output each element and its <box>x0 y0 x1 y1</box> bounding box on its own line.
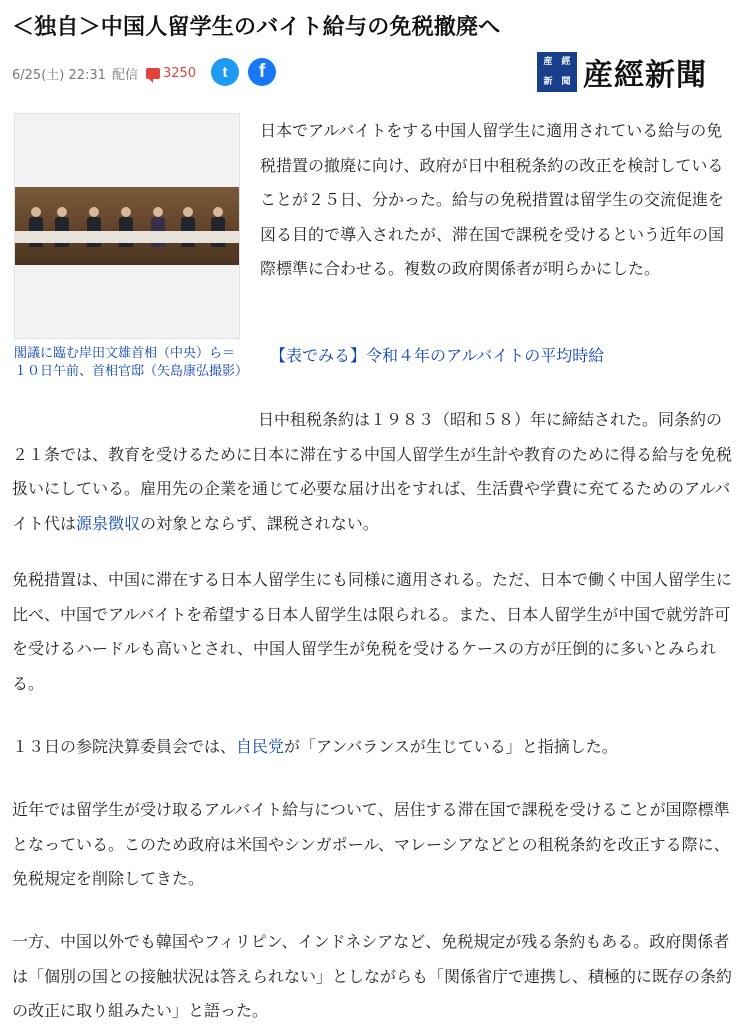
comment-icon <box>146 68 160 79</box>
distribution-label: 配信 <box>111 67 138 83</box>
paragraph-international-standard: 近年では留学生が受け取るアルバイト給与について、居住する滞在国で課税を受けることが国際標準となっている。このため政府は米国やシンガポール、マレーシアなどとの租税条約を改正する際に、免税規定を削除してきた。 <box>12 800 730 888</box>
publisher-seal-icon: 産 經 新 聞 <box>537 52 577 92</box>
article-title: ＜独自＞中国人留学生のバイト給与の免税撤廃へ <box>12 15 501 40</box>
twitter-share-button[interactable] <box>211 58 239 86</box>
photo-caption: 閣議に臨む岸田文雄首相（中央）ら＝１０日午前、首相官邸（矢島康弘撮影） <box>14 346 249 379</box>
article-photo[interactable] <box>14 113 240 339</box>
withholding-tax-link[interactable]: 源泉徴収 <box>76 513 141 533</box>
twitter-icon: t <box>222 63 228 81</box>
average-wage-table-link[interactable]: 【表でみる】令和４年のアルバイトの平均時給 <box>270 346 605 365</box>
comment-count-button[interactable] <box>146 66 196 81</box>
paragraph-treaty: 日中租税条約は１９８３（昭和５８）年に締結された。同条約の２１条では、教育を受けるために日本に滞在する中国人留学生が生計や教育のために得る給与を免税扱いにしている。雇用先の企業を通じて必要な届け出をすれば、生活費や学費に充てるためのアルバイト代は源泉徴収の対象とならず、課税されない。 <box>12 410 733 533</box>
article-meta <box>12 63 196 83</box>
paragraph-committee: １３日の参院決算委員会では、自民党が「アンバランスが生じている」と指摘した。 <box>12 737 618 756</box>
paragraph-japanese-students: 免税措置は、中国に滞在する日本人留学生にも同様に適用される。ただ、日本で働く中国人留学生に比べ、中国でアルバイトを希望する日本人留学生は限られる。また、日本人留学生が中国で就労許可を受けるハードルも高いとされ、中国人留学生が免税を受けるケースの方が圧倒的に多いとみられる。 <box>12 570 733 693</box>
facebook-share-button[interactable] <box>248 58 276 86</box>
ldp-link[interactable]: 自民党 <box>236 737 285 756</box>
intro-paragraph: 日本でアルバイトをする中国人留学生に適用されている給与の免税措置の撤廃に向け、政府が日中租税条約の改正を検討していることが２５日、分かった。給与の免税措置は留学生の交流促進を図る目的で導入されたが、滞在国で課税を受けるという近年の国際標準に合わせる。複数の政府関係者が明らかにした。 <box>260 121 725 278</box>
publish-date: 6/25(土) 22:31 <box>12 67 106 83</box>
facebook-icon: f <box>258 61 266 82</box>
comment-count: 3250 <box>162 65 197 81</box>
publisher-name: 産經新聞 <box>583 58 707 93</box>
publisher-logo[interactable] <box>537 51 707 93</box>
cabinet-meeting-photo <box>15 187 239 265</box>
paragraph-other-countries: 一方、中国以外でも韓国やフィリピン、インドネシアなど、免税規定が残る条約もある。政府関係者は「個別の国との接触状況は答えられない」としながらも「関係省庁で連携し、積極的に既存の条約の改正に取り組みたい」と語った。 <box>12 932 733 1020</box>
